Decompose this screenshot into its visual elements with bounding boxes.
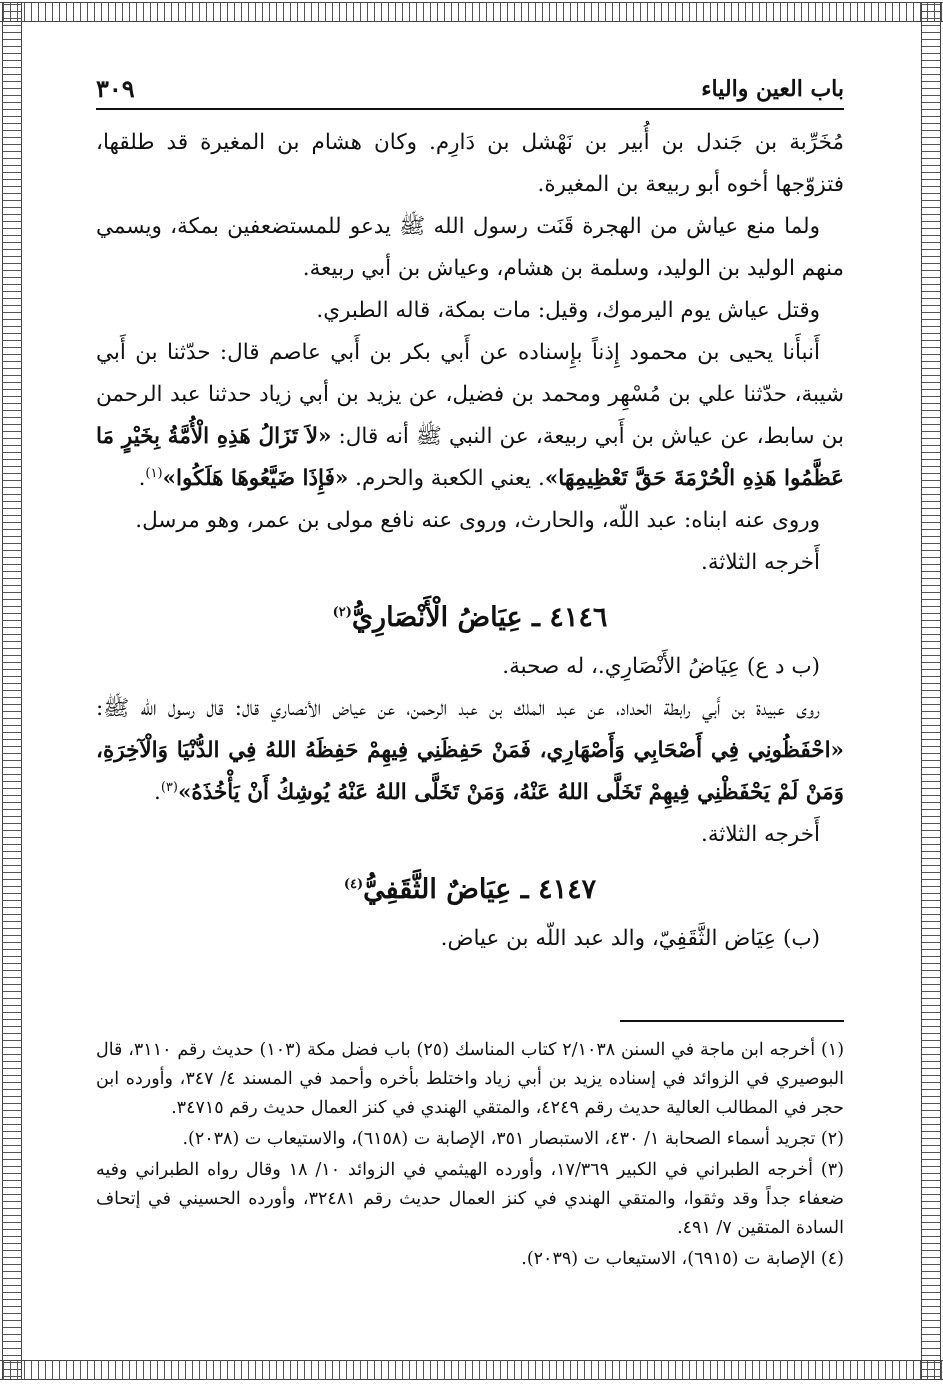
paragraph: مُخَرِّبة بن جَندل بن أُبير بن نَهْشل بن دَارِم. وكان هشام بن المغيرة قد طلقها، فتزوّجها أخوه أبو ربيعة بن المغيرة. <box>96 130 844 197</box>
entry-intro: (ب) عِيَاض الثَّقَفِيّ، والد عبد اللّه بن عياض. <box>440 926 820 951</box>
main-text <box>96 122 844 960</box>
footnote-ref: (٢) <box>332 605 352 620</box>
entry-title-text: ٤١٤٧ ـ عِيَاضٌ الثَّقَفِيُّ <box>363 874 597 905</box>
footnote-ref: (١) <box>145 465 163 481</box>
footnotes <box>96 1036 844 1276</box>
paragraph: أَخرجه الثلاثة. <box>701 550 820 575</box>
footnote: (٤) الإصابة ت (٦٩١٥)، الاستيعاب ت (٢٠٣٩). <box>521 1249 844 1269</box>
text-segment: . يعني الكعبة والحرم. <box>355 466 545 491</box>
entry-intro: (ب د ع) عِيَاضُ الأَنْصَارِي.، له صحبة. <box>502 654 820 679</box>
hadith-quote: «فَإِذَا ضَيَّعُوهَا هَلَكُوا» <box>162 466 349 491</box>
hadith-paragraph <box>96 688 844 814</box>
footnote: (٣) أخرجه الطبراني في الكبير ١٧/٣٦٩، وأورده الهيثمي في الزوائد ١٠/ ١٨ وقال رواه الطبراني وفيه ضعفاء جداً وقد وثقوا، والمتقي الهندي في كنز العمال حديث رقم ٣٢٤٨١، وأورده الحسيني في إتحاف السادة المتقين ٧/ ٤٩١. <box>96 1160 845 1238</box>
paragraph: أَخرجه الثلاثة. <box>701 822 820 847</box>
page-border-left <box>2 2 22 1380</box>
text-segment: . <box>153 780 161 805</box>
paragraph: ولما منع عياش من الهجرة قَنَت رسول الله ﷺ يدعو للمستضعفين بمكة، ويسمي منهم الوليد بن الوليد، وسلمة بن هشام، وعياش بن أبي ربيعة. <box>96 214 844 281</box>
footnote-ref: (٤) <box>343 877 364 892</box>
page-number: ٣٠٩ <box>96 74 135 103</box>
page-border-bottom <box>0 1360 943 1380</box>
hadith-quote: «لاَ تَزَالُ هَذِهِ الْأُمَّةُ بِخَيْرٍ مَا عَظَّمُوا هَذِهِ الْحُرْمَةَ حَقَّ تَعْظِيمِهَا» <box>96 424 844 491</box>
footnote-ref: (٣) <box>160 779 178 795</box>
paragraph: وروى عنه ابناه: عبد اللّه، والحارث، وروى عنه نافع مولى بن عمر، وهو مرسل. <box>135 508 820 533</box>
entry-title-text: ٤١٤٦ ـ عِيَاضُ الْأَنْصَارِيُّ <box>351 602 608 633</box>
entry-title-4146 <box>96 594 844 642</box>
page-border-right <box>921 2 941 1380</box>
footnote-separator <box>620 1020 844 1022</box>
paragraph: وقتل عياش يوم اليرموك، وقيل: مات بمكة، قاله الطبري. <box>316 298 820 323</box>
entry-title-4147 <box>96 866 844 914</box>
footnote: (١) أخرجه ابن ماجة في السنن ٢/١٠٣٨ كتاب المناسك (٢٥) باب فضل مكة (١٠٣) حديث رقم ٣١١٠، قال البوصيري في الزوائد في إسناده يزيد بن أبي زياد واختلط بأخره وأحمد في المسند ٤/ ٣٤٧، وأورده ابن حجر في المطالب العالية حديث رقم ٤٢٤٩، والمتقي الهندي في كنز العمال حديث رقم ٣٤٧١٥. <box>96 1040 845 1118</box>
hadith-quote: «احْفَظُونِي فِي أَصْحَابِي وَأَصْهَارِي، فَمَنْ حَفِظَنِي فِيهِمْ حَفِظَهُ اللهُ فِي الدُّنْيَا وَالْآخِرَةِ، وَمَنْ لَمْ يَحْفَظْنِي فِيهِمْ تَخَلَّى اللهُ عَنْهُ، وَمَنْ تَخَلَّى اللهُ عَنْهُ يُوشِكُ أَنْ يَأْخُذَهُ» <box>96 738 844 805</box>
isnad-text: أَنبأَنا يحيى بن محمود إِذناً بإِسناده عن أَبي بكر بن أَبي عاصم قال: حدّثنا بن أَبي شيبة، حدّثنا علي بن مُسْهِر ومحمد بن فضيل، عن يزيد بن أبي زياد حدثنا عبد الرحمن بن سابط، عن عياش بن أَبي ربيعة، عن النبي ﷺ أنه قال: <box>96 340 845 449</box>
hadith-paragraph: أَنبأَنا يحيى بن محمود إِذناً بإِسناده عن أَبي بكر بن أَبي عاصم قال: حدّثنا بن أَبي شيبة، حدّثنا علي بن مُسْهِر ومحمد بن فضيل، عن يزيد بن أبي زياد حدثنا عبد الرحمن بن سابط، عن عياش بن أَبي ربيعة، عن النبي ﷺ أنه قال: «لاَ تَزَالُ هَذِهِ الْأُمَّةُ بِخَيْرٍ مَا عَظَّمُوا هَذِهِ الْحُرْمَةَ حَقَّ تَعْظِيمِهَا». يعني الكعبة والحرم. «فَإِذَا ضَيَّعُوهَا هَلَكُوا»$^{(١)}$. <box>96 340 845 491</box>
chapter-title: باب العين والياء <box>701 76 844 102</box>
page-border-top <box>0 2 943 22</box>
isnad-text: روى عبيدة بن أَبي رابطة الحداد، عن عبد الملك بن عبد الرحمن، عن عياض الأنصاري قال: قال رسول الله ﷺ: <box>96 696 820 721</box>
running-header <box>96 68 844 110</box>
footnote: (٢) تجريد أسماء الصحابة ١/ ٤٣٠، الاستبصار ٣٥١، الإصابة ت (٦١٥٨)، والاستيعاب ت (٢٠٣٨). <box>182 1129 844 1149</box>
